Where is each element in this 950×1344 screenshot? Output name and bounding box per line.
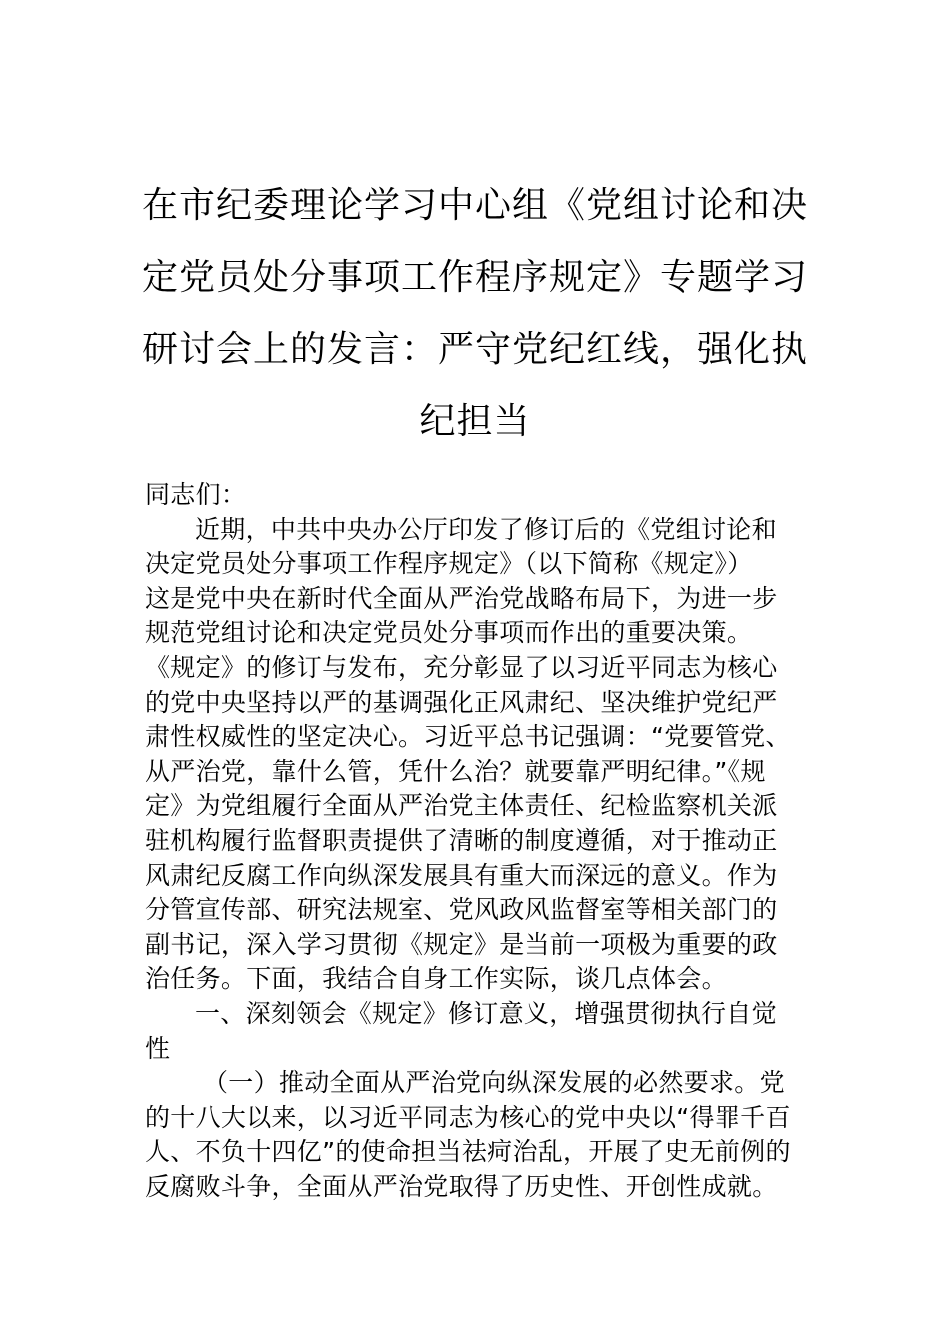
salutation: 同志们： (145, 480, 247, 509)
title-line: 研讨会上的发言：严守党纪红线，强化执 (141, 329, 808, 370)
paragraph-line: 的党中央坚持以严的基调强化正风肃纪、坚决维护党纪严 (145, 687, 778, 717)
paragraph-line: 决定党员处分事项工作程序规定》（以下简称《规定》） (145, 549, 753, 579)
paragraph-line: 风肃纪反腐工作向纵深发展具有重大而深远的意义。作为 (145, 860, 778, 890)
paragraph-line: 治任务。下面，我结合自身工作实际，谈几点体会。 (145, 964, 727, 994)
paragraph-line: 规范党组讨论和决定党员处分事项而作出的重要决策。 (145, 618, 753, 648)
document-body (145, 478, 807, 1204)
subsection-line: 人、不负十四亿”的使命担当祛疴治乱，开展了史无前例的 (145, 1137, 791, 1167)
paragraph-line: 分管宣传部、研究法规室、党风政风监督室等相关部门的 (145, 895, 778, 925)
section-heading-line: 性 (145, 1033, 171, 1063)
document-title (140, 170, 810, 458)
paragraph-line: 驻机构履行监督职责提供了清晰的制度遵循，对于推动正 (145, 825, 778, 855)
paragraph-line: 《规定》的修订与发布，充分彰显了以习近平同志为核心 (145, 652, 778, 682)
paragraph-line: 定》为党组履行全面从严治党主体责任、纪检监察机关派 (145, 791, 778, 821)
paragraph-line: 副书记，深入学习贯彻《规定》是当前一项极为重要的政 (145, 929, 778, 959)
subsection-line: 的十八大以来，以习近平同志为核心的党中央以“得罪千百 (145, 1102, 791, 1132)
paragraph-line: 从严治党，靠什么管，凭什么治？就要靠严明纪律。”《规 (145, 756, 766, 786)
title-line: 在市纪委理论学习中心组《党组讨论和决 (141, 185, 808, 226)
paragraph-line: 这是党中央在新时代全面从严治党战略布局下，为进一步 (145, 583, 778, 613)
title-line: 定党员处分事项工作程序规定》专题学习 (141, 257, 808, 298)
paragraph-line: 肃性权威性的坚定决心。习近平总书记强调：“党要管党、 (145, 722, 791, 752)
subsection-line: （一）推动全面从严治党向纵深发展的必然要求。党 (203, 1068, 785, 1098)
subsection-line: 反腐败斗争，全面从严治党取得了历史性、开创性成就。 (145, 1171, 778, 1201)
section-heading-line: 一、深刻领会《规定》修订意义，增强贯彻执行自觉 (195, 998, 777, 1028)
title-line: 纪担当 (419, 401, 531, 442)
paragraph-line: 近期，中共中央办公厅印发了修订后的《党组讨论和 (195, 514, 777, 544)
